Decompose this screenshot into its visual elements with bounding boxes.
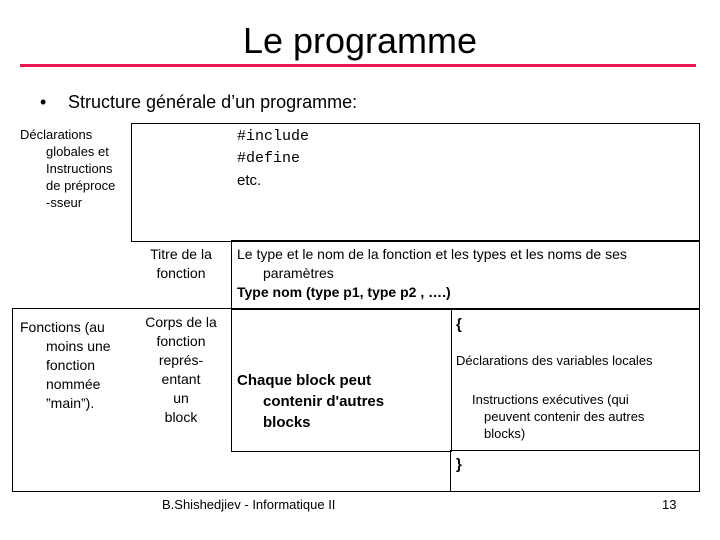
functions-label: Fonctions (au moins une fonction nommée ”main”).	[20, 319, 111, 411]
function-header-description: Le type et le nom de la fonction et les types et les noms de ses paramètres Type nom (type p1, type p2 , ….)	[237, 245, 695, 302]
bullet-item	[40, 90, 357, 114]
block-description: Chaque block peut contenir d'autres blocks	[237, 372, 385, 431]
preprocessor-box	[131, 123, 700, 242]
function-title-label: Titre de la fonction	[150, 246, 212, 281]
bullet-symbol: •	[40, 92, 47, 112]
open-brace: {	[456, 316, 462, 333]
include-directive: #include	[237, 128, 310, 145]
etc-text: etc.	[237, 172, 262, 189]
slide-title: Le programme	[242, 20, 478, 61]
function-body-label: Corps de la fonction représ- entant un block	[145, 314, 217, 425]
title-underline	[20, 64, 696, 67]
local-declarations-text: Déclarations des variables locales	[456, 353, 653, 368]
preprocessor-label: Déclarations globales et Instructions de préproce -sseur	[20, 127, 116, 210]
page-number: 13	[662, 497, 677, 512]
bullet-text: Structure générale d’un programme:	[68, 92, 358, 112]
close-brace-cell	[450, 450, 699, 491]
define-directive: #define	[237, 150, 301, 167]
executive-instructions-text: Instructions exécutives (qui peuvent contenir des autres blocks)	[472, 392, 645, 441]
preprocessor-code	[237, 126, 309, 192]
close-brace: }	[456, 456, 462, 473]
function-signature: Type nom (type p1, type p2 , ….)	[237, 284, 451, 300]
footer-author: B.Shishedjiev - Informatique II	[162, 497, 336, 512]
